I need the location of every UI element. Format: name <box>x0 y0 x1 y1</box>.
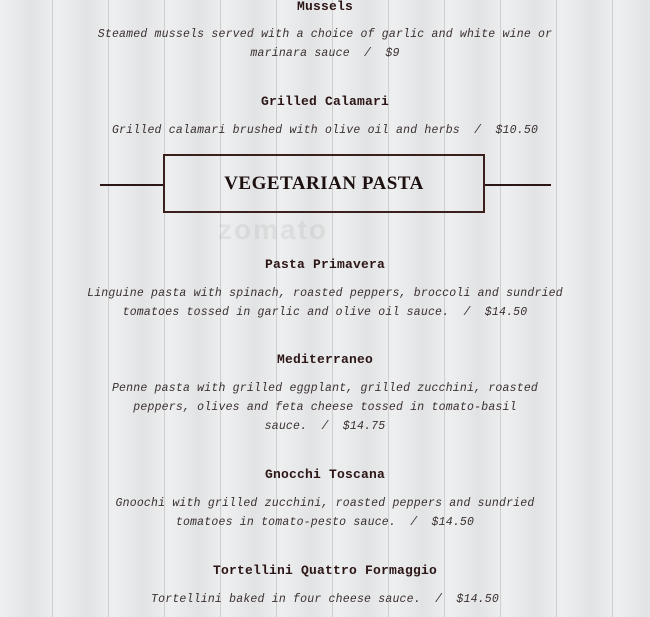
description-text: tomatoes tossed in garlic and olive oil sauce. <box>122 306 450 319</box>
description-text: marinara sauce <box>250 47 350 60</box>
dish-price: $14.75 <box>342 420 386 433</box>
description-line: Steamed mussels served with a choice of garlic and white wine or <box>97 28 553 41</box>
description-line: Linguine pasta with spinach, roasted peppers, broccoli and sundried <box>87 287 563 300</box>
dish-description-mediterraneo <box>70 379 580 436</box>
price-separator: / <box>410 516 418 529</box>
dish-description-gnocchi-toscana <box>70 494 580 532</box>
description-line <box>70 513 580 532</box>
dish-name-grilled-calamari: Grilled Calamari <box>260 94 390 109</box>
section-title: VEGETARIAN PASTA <box>224 172 424 194</box>
dish-description-tortellini-quattro-formaggio <box>70 590 580 609</box>
description-text: sauce. <box>264 420 308 433</box>
description-line <box>45 303 605 322</box>
description-line: Penne pasta with grilled eggplant, grilled zucchini, roasted <box>111 382 539 395</box>
description-line: Gnoochi with grilled zucchini, roasted peppers and sundried <box>115 497 535 510</box>
dish-price: $14.50 <box>456 593 499 606</box>
dish-price: $10.50 <box>495 124 539 137</box>
dish-description-mussels <box>70 25 580 63</box>
header-rule-left <box>100 184 164 186</box>
description-line <box>70 417 580 436</box>
header-rule-right <box>485 184 551 186</box>
price-separator: / <box>463 306 471 319</box>
price-separator: / <box>474 124 482 137</box>
description-line: peppers, olives and feta cheese tossed in tomato-basil <box>133 401 517 414</box>
dish-description-pasta-primavera <box>45 284 605 322</box>
description-text: Tortellini baked in four cheese sauce. <box>151 593 421 606</box>
description-line <box>60 121 590 140</box>
dish-description-grilled-calamari <box>60 121 590 140</box>
description-line <box>70 44 580 63</box>
dish-price: $14.50 <box>431 516 475 529</box>
dish-price: $14.50 <box>484 306 528 319</box>
price-separator: / <box>364 47 372 60</box>
dish-name-mussels: Mussels <box>296 0 353 14</box>
dish-name-mediterraneo: Mediterraneo <box>276 352 373 367</box>
section-header-box <box>163 154 485 213</box>
description-text: Grilled calamari brushed with olive oil and herbs <box>111 124 460 137</box>
price-separator: / <box>435 593 443 606</box>
dish-name-tortellini-quattro-formaggio: Tortellini Quattro Formaggio <box>212 563 438 578</box>
dish-name-gnocchi-toscana: Gnocchi Toscana <box>264 467 386 482</box>
description-text: tomatoes in tomato-pesto sauce. <box>175 516 396 529</box>
dish-name-pasta-primavera: Pasta Primavera <box>264 257 386 272</box>
description-line <box>70 590 580 609</box>
watermark-logo: zomato <box>218 214 328 245</box>
price-separator: / <box>321 420 329 433</box>
dish-price: $9 <box>385 47 400 60</box>
